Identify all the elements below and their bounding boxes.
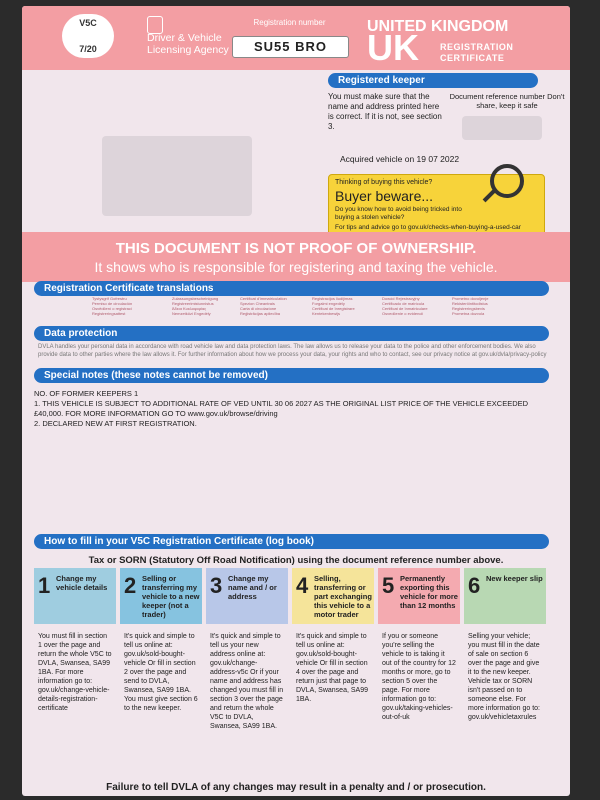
howto-col-4: 4 Selling, transferring or part exchanging this vehicle to a motor trader It's quick and simple to tell us online at: gov.uk/sold-bought-vehicle Or fill in section 4 over the page and return just that page to DVLA, Swansea, SA99 1BA. [292, 568, 374, 748]
translation-col-3: Certificat d'immatriculation Spezion Cheantrais Carta di circolazione Reģistrācijas apliecība [240, 296, 287, 316]
translation-col-4: Registracijos liudijimas Forgalmi engedély Certificat de înregistrare Kentekenbewijs [312, 296, 355, 316]
howto-col-2: 2 Selling or transferring my vehicle to a new keeper (not a trader) It's quick and simple to tell us online at: gov.uk/sold-bought-vehicle Or fill in section 2 over the page and send to DVLA, Swansea, SA99 1BA. You must give section 6 to the new keeper. [120, 568, 202, 748]
translation-col-2: Zulassungsbescheinigung Registreerimistunnistus Άδεια Κυκλοφορίας Nemzetközi Engedély [172, 296, 219, 316]
reg-label: Registration number [253, 18, 326, 27]
special-note-line: 2. DECLARED NEW AT FIRST REGISTRATION. [34, 419, 197, 428]
special-note-line: NO. OF FORMER KEEPERS 1 [34, 389, 139, 398]
keeper-instructions: You must make sure that the name and address printed here is correct. If it is not, see section 3. [328, 92, 442, 131]
acquired-date: Acquired vehicle on 19 07 2022 [340, 154, 460, 164]
country-title: UNITED KINGDOM [367, 18, 509, 35]
data-protection-heading: Data protection [34, 326, 549, 341]
ownership-line2: It shows who is responsible for registering and taxing the vehicle. [94, 259, 498, 275]
doc-ref-label: Document reference number Don't share, keep it safe [449, 92, 565, 110]
special-note-line: £40,000. FOR MORE INFORMATION GO TO www.gov.uk/browse/driving [34, 409, 278, 418]
tax-sorn-line: Tax or SORN (Statutory Off Road Notification) using the document reference number above. [88, 555, 504, 566]
form-badge [62, 14, 114, 58]
howto-col-1: 1 Change my vehicle details You must fill in section 1 over the page and return the whole V5C to DVLA, Swansea, SA99 1BA. For more information go to: gov.uk/change-vehicle-details-registration-certificate [34, 568, 116, 748]
magnifier-icon [490, 164, 524, 198]
v5c-document [22, 6, 570, 796]
ownership-banner [22, 232, 570, 282]
cert-title: REGISTRATION CERTIFICATE [440, 42, 514, 63]
warning-question: Thinking of buying this vehicle? [335, 179, 433, 186]
special-note-line: 1. THIS VEHICLE IS SUBJECT TO ADDITIONAL RATE OF VED UNTIL 30 06 2027 AS THE ORIGINAL LIST PRICE OF THE VEHICLE EXCEEDED [34, 399, 529, 408]
warning-body: Do you know how to avoid being tricked into buying a stolen vehicle? [335, 206, 462, 221]
warning-footer: For tips and advice go to gov.uk/checks-when-buying-a-used-car [335, 224, 521, 231]
redacted-keeper-address [102, 136, 252, 216]
penalty-warning: Failure to tell DVLA of any changes may result in a penalty and / or prosecution. [106, 782, 486, 793]
translations-heading: Registration Certificate translations [34, 281, 549, 296]
header-band [22, 6, 570, 70]
registered-keeper-heading: Registered keeper [328, 73, 538, 88]
ownership-line1: THIS DOCUMENT IS NOT PROOF OF OWNERSHIP. [115, 240, 477, 257]
translation-col-6: Prometno dovoljenje Rekisteröintitodistus Registreringsbevis Prometna dozvola [452, 296, 489, 316]
warning-title: Buyer beware... [335, 188, 434, 204]
agency-name: Driver & Vehicle Licensing Agency [147, 32, 229, 56]
uk-logo: UK [367, 27, 419, 68]
special-notes-heading: Special notes (these notes cannot be removed) [34, 368, 549, 383]
howto-col-5: 5 Permanently exporting this vehicle for more than 12 months If you or someone you're selling the vehicle to is taking it out of the country for 12 months or more, go to section 5 over the page. For more information go to: gov.uk/taking-vehicles-out-of-uk [378, 568, 460, 748]
translation-col-5: Dowód Rejestracyjny Certificado de matrícula Certificat de înmatriculare Osvedčenie o evidencii [382, 296, 428, 316]
howto-col-3: 3 Change my name and / or address It's quick and simple to tell us your new address online at: gov.uk/change-address-v5c Or if your name and address has changed you must fill in section 3 over the page and return the whole V5C to DVLA, Swansea, SA99 1BA. [206, 568, 288, 748]
data-protection-text: DVLA handles your personal data in accordance with road vehicle law and data protection laws. The law allows us to release your data to the police and other enforcement bodies. We also provide data to other parties where the law allows it. For further information about how we process your data, your rights and who to contact, see our privacy notice at gov.uk/dvla/privacy-policy [38, 344, 547, 358]
translations-grid [22, 296, 570, 328]
registration-plate: SU55 BRO [232, 36, 349, 58]
redacted-doc-ref [462, 116, 542, 140]
howto-col-6: 6 New keeper slip Selling your vehicle; you must fill in the date of sale on section 6 over the page and give it to the new keeper. Vehicle tax or SORN isn't passed on to someone else. For more information go to: gov.uk/vehicletaxrules [464, 568, 546, 748]
translation-col-1: Tystysgrif Gofrestru Permiso de circulación Osvědčení o registraci Registreringsattest [92, 296, 133, 316]
howto-heading: How to fill in your V5C Registration Certificate (log book) [34, 534, 549, 549]
badge-form-code: V5C [79, 18, 97, 28]
badge-version: 7/20 [79, 44, 97, 54]
